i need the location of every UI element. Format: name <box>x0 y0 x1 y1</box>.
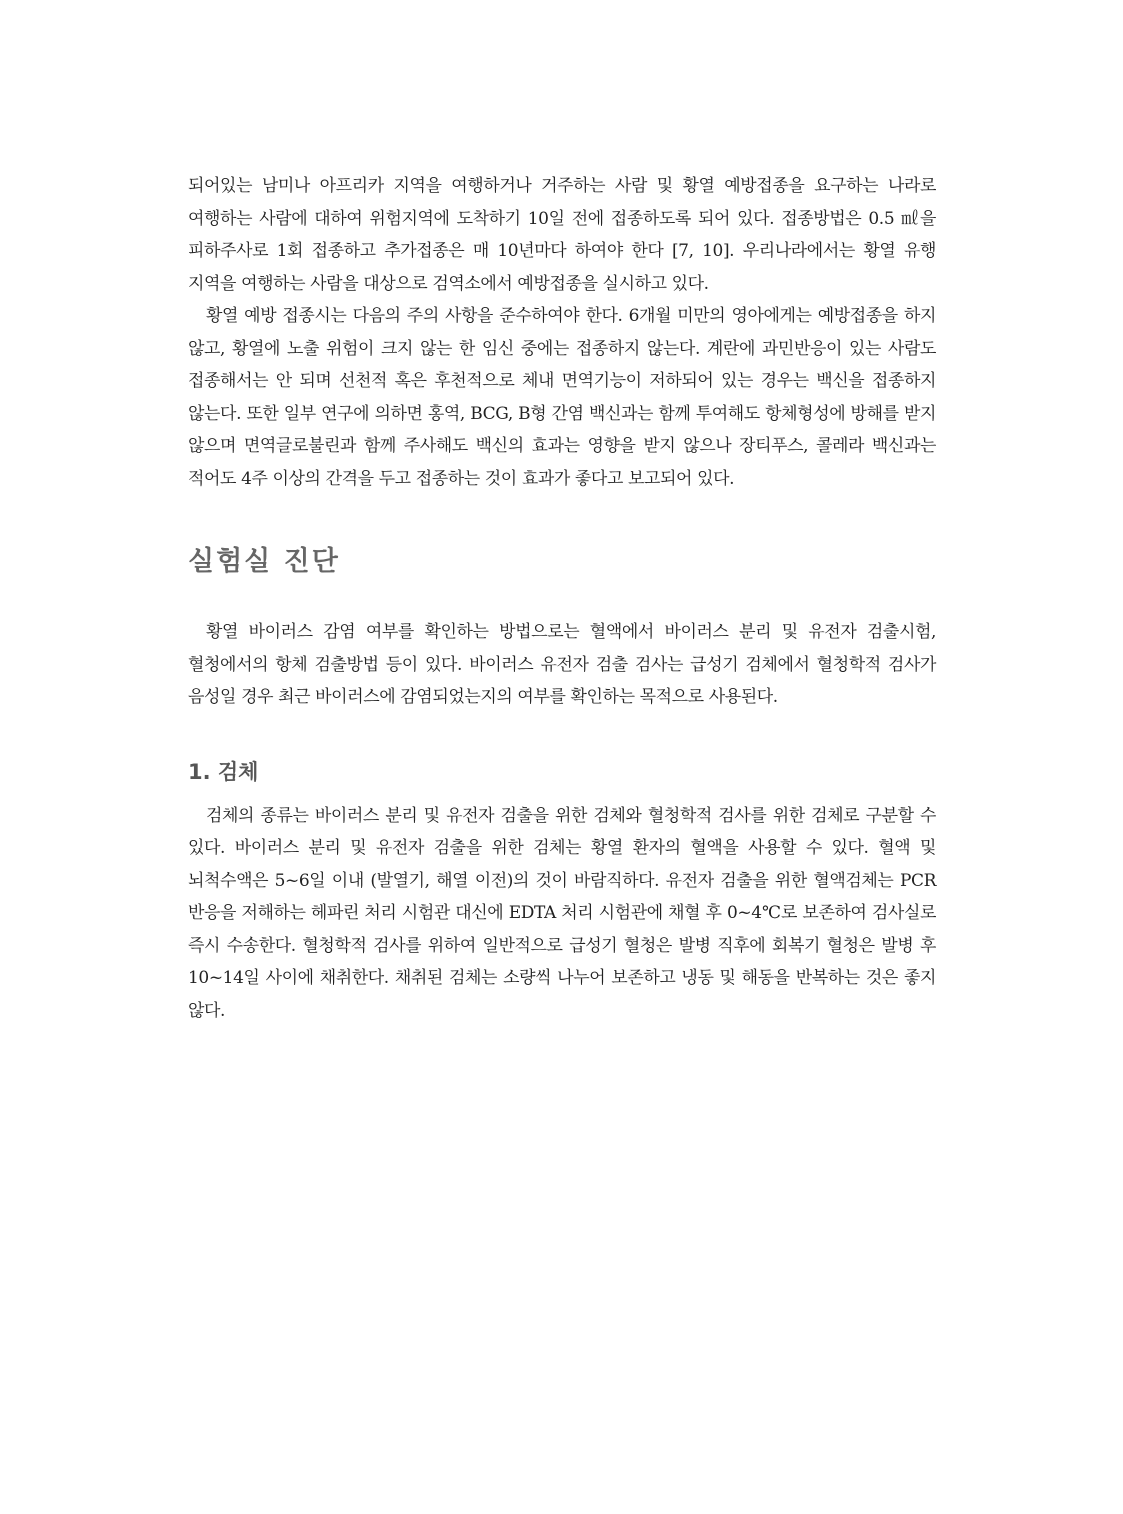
paragraph-lab-diagnosis-intro: 황열 바이러스 감염 여부를 확인하는 방법으로는 혈액에서 바이러스 분리 및 유전자 검출시험, 혈청에서의 항체 검출방법 등이 있다. 바이러스 유전자 검출 검사는 급성기 검체에서 혈청학적 검사가 음성일 경우 최근 바이러스에 감염되었는지의 여부를 확인하는 목적으로 사용된다. <box>188 622 936 707</box>
document-page <box>188 170 936 1027</box>
paragraph-specimen-body: 검체의 종류는 바이러스 분리 및 유전자 검출을 위한 검체와 혈청학적 검사를 위한 검체로 구분할 수 있다. 바이러스 분리 및 유전자 검출을 위한 검체는 황열 환자의 혈액을 사용할 수 있다. 혈액 및 뇌척수액은 5~6일 이내 (발열기, 해열 이전)의 것이 바람직하다. 유전자 검출을 위한 혈액검체는 PCR 반응을 저해하는 헤파린 처리 시험관 대신에 EDTA 처리 시험관에 채혈 후 0~4℃로 보존하여 검사실로 즉시 수송한다. 혈청학적 검사를 위하여 일반적으로 급성기 혈청은 발병 직후에 회복기 혈청은 발병 후 10~14일 사이에 채취한다. 채취된 검체는 소량씩 나누어 보존하고 냉동 및 해동을 반복하는 것은 좋지 않다. <box>188 805 936 1021</box>
paragraph-vaccination-schedule: 되어있는 남미나 아프리카 지역을 여행하거나 거주하는 사람 및 황열 예방접종을 요구하는 나라로 여행하는 사람에 대하여 위험지역에 도착하기 10일 전에 접종하도록 되어 있다. 접종방법은 0.5 ㎖을 피하주사로 1회 접종하고 추가접종은 매 10년마다 하여야 한다 [7, 10]. 우리나라에서는 황열 유행 지역을 여행하는 사람을 대상으로 검역소에서 예방접종을 실시하고 있다. <box>188 176 936 294</box>
subsection-title-specimen: 1. 검체 <box>188 759 259 784</box>
section-title-lab-diagnosis: 실험실 진단 <box>188 546 340 577</box>
paragraph-vaccination-precautions: 황열 예방 접종시는 다음의 주의 사항을 준수하여야 한다. 6개월 미만의 영아에게는 예방접종을 하지 않고, 황열에 노출 위험이 크지 않는 한 임신 중에는 접종하지 않는다. 계란에 과민반응이 있는 사람도 접종해서는 안 되며 선천적 혹은 후천적으로 체내 면역기능이 저하되어 있는 경우는 백신을 접종하지 않는다. 또한 일부 연구에 의하면 홍역, BCG, B형 간염 백신과는 함께 투여해도 항체형성에 방해를 받지 않으며 면역글로불린과 함께 주사해도 백신의 효과는 영향을 받지 않으나 장티푸스, 콜레라 백신과는 적어도 4주 이상의 간격을 두고 접종하는 것이 효과가 좋다고 보고되어 있다. <box>188 306 936 489</box>
